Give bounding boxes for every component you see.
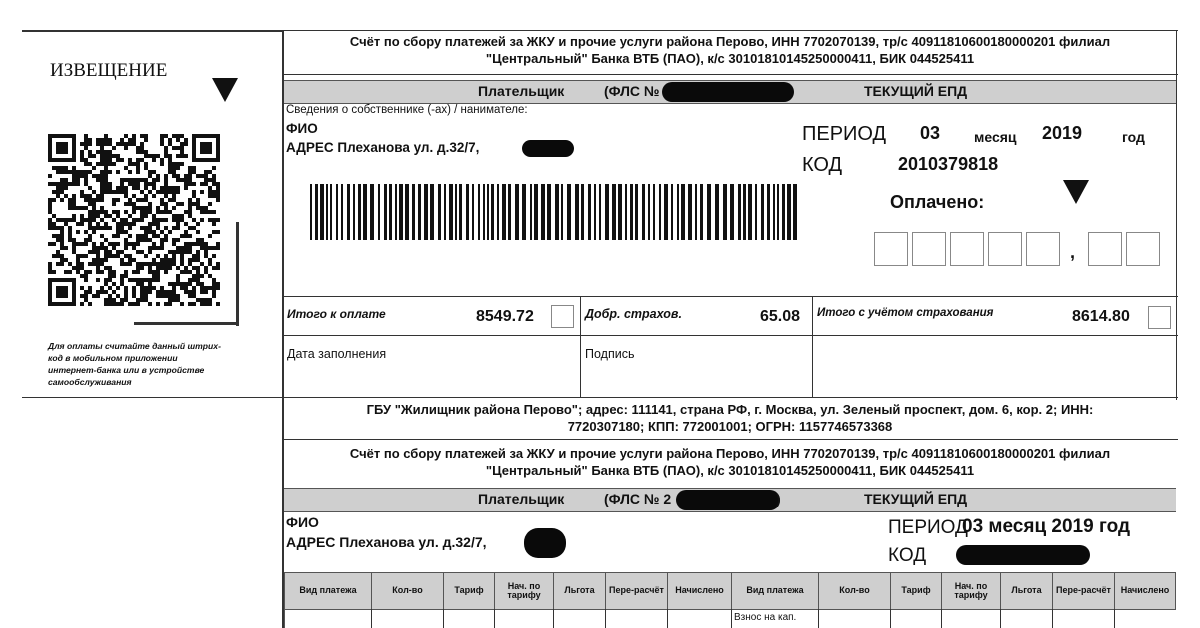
- qr-caption-line: интернет-банка или в устройстве: [48, 365, 205, 375]
- receipt-payer-label: Плательщик: [478, 491, 565, 507]
- paid-digit-box[interactable]: [912, 232, 946, 266]
- table-row-col-line: [667, 609, 668, 628]
- paid-digit-box[interactable]: [950, 232, 984, 266]
- code-value: 2010379818: [898, 154, 999, 174]
- qr-caption-line: самообслуживания: [48, 377, 132, 387]
- top-border-right: [282, 30, 1178, 31]
- paid-kopeck-box[interactable]: [1088, 232, 1122, 266]
- receipt-code-label: КОД: [888, 545, 927, 566]
- receipt-bank-line1: Счёт по сбору платежей за ЖКУ и прочие услуги района Перово, ИНН 7702070139, тр/с 40911810600180000201 филиал: [349, 446, 1111, 461]
- total-ins-value: 8614.80: [1072, 308, 1130, 325]
- receipt-fls-label: (ФЛС № 2: [604, 491, 672, 507]
- receipt-address: АДРЕС Плеханова ул. д.32/7,: [286, 534, 487, 550]
- triangle-marker-icon: [212, 78, 238, 102]
- receipt-bank-line2: "Центральный" Банка ВТБ (ПАО), к/с 30101810145250000411, БИК 044525411: [485, 463, 975, 478]
- qr-code: [48, 134, 220, 306]
- epd-label: ТЕКУЩИЙ ЕПД: [864, 83, 968, 99]
- table-header-cell: Льгота: [1000, 572, 1053, 610]
- table-row-col-line: [818, 609, 819, 628]
- table-header-cell: Начислено: [667, 572, 732, 610]
- table-row-col-line: [443, 609, 444, 628]
- paid-digit-box[interactable]: [874, 232, 908, 266]
- totals-mid-line: [282, 335, 1178, 336]
- total-value: 8549.72: [476, 308, 534, 325]
- qr-caption-line: код в мобильном приложении: [48, 353, 178, 363]
- redacted-address: [524, 528, 566, 558]
- period-year-value: 2019: [1042, 123, 1083, 143]
- table-row-col-line: [1114, 609, 1115, 628]
- vertical-divider: [282, 30, 284, 628]
- qr-finder-pattern: [50, 136, 74, 160]
- insurance-value: 65.08: [760, 308, 801, 325]
- paid-kopeck-box[interactable]: [1126, 232, 1160, 266]
- receipt-period-label: ПЕРИОД: [888, 517, 968, 538]
- right-border: [1176, 30, 1177, 400]
- table-header-cell: Пере-расчёт: [1052, 572, 1115, 610]
- period-month-value: 03: [920, 123, 941, 143]
- table-row-col-line: [1052, 609, 1053, 628]
- table-row-col-line: [1000, 609, 1001, 628]
- fio-label: ФИО: [286, 121, 318, 136]
- redacted-account: [662, 82, 794, 102]
- redacted-account: [676, 490, 780, 510]
- period-month-label: месяц: [974, 129, 1017, 145]
- qr-finder-pattern: [194, 136, 218, 160]
- qr-code-pattern: [48, 134, 220, 306]
- section-separator: [22, 397, 1178, 398]
- table-cell: Взнос на кап.: [734, 612, 797, 623]
- redacted-code: [956, 545, 1090, 565]
- receipt-fio-label: ФИО: [286, 514, 319, 530]
- totals-col-line: [812, 296, 813, 397]
- org-line2: 7720307180; КПП: 772001001; ОГРН: 1157746573368: [567, 419, 893, 434]
- org-line1: ГБУ "Жилищник района Перово"; адрес: 111141, страна РФ, г. Москва, ул. Зеленый проспект, дом. 6, кор. 2; ИНН:: [366, 402, 1094, 417]
- totals-top-line: [282, 296, 1178, 297]
- qr-caption-line: Для оплаты считайте данный штрих-: [48, 341, 221, 351]
- org-bottom-line: [282, 439, 1178, 440]
- table-row-col-line: [371, 609, 372, 628]
- table-row-col-line: [731, 609, 732, 628]
- owner-address: АДРЕС Плеханова ул. д.32/7,: [286, 140, 480, 155]
- table-row-col-line: [941, 609, 942, 628]
- table-row-col-line: [494, 609, 495, 628]
- payer-label: Плательщик: [478, 83, 565, 99]
- qr-frame-horizontal: [134, 322, 239, 325]
- total-checkbox[interactable]: [551, 305, 574, 328]
- code-label: КОД: [802, 154, 843, 176]
- paid-label: Оплачено:: [890, 192, 985, 212]
- period-label: ПЕРИОД: [802, 123, 887, 145]
- table-header-cell: Вид платежа: [284, 572, 372, 610]
- total-label: Итого к оплате: [287, 307, 386, 321]
- table-header-cell: Тариф: [890, 572, 942, 610]
- qr-finder-pattern: [50, 280, 74, 304]
- receipt-bank-header: [284, 445, 1176, 479]
- insurance-label: Добр. страхов.: [585, 307, 682, 321]
- header-line: [282, 74, 1178, 75]
- table-header-cell: Нач. по тарифу: [494, 572, 554, 610]
- owner-caption: Сведения о собственнике (-ах) / нанимателе:: [286, 104, 528, 116]
- signature-label: Подпись: [585, 347, 635, 361]
- table-header-cell: Начислено: [1114, 572, 1176, 610]
- table-row-col-line: [553, 609, 554, 628]
- qr-frame-vertical: [236, 222, 239, 326]
- bank-header: [284, 33, 1176, 67]
- bank-header-line1: Счёт по сбору платежей за ЖКУ и прочие услуги района Перово, ИНН 7702070139, тр/с 40911810600180000201 филиал: [349, 34, 1111, 49]
- receipt-period-value: 03 месяц 2019 год: [962, 516, 1131, 537]
- table-header-cell: Нач. по тарифу: [941, 572, 1001, 610]
- period-year-label: год: [1122, 129, 1145, 145]
- paid-digit-box[interactable]: [1026, 232, 1060, 266]
- table-header-cell: Пере-расчёт: [605, 572, 668, 610]
- notice-title: ИЗВЕЩЕНИЕ: [50, 60, 168, 81]
- receipt-fls-close: ): [776, 491, 781, 507]
- org-info: [284, 401, 1176, 435]
- table-row-col-line: [605, 609, 606, 628]
- paid-comma: ,: [1070, 242, 1076, 262]
- triangle-marker-icon: [1063, 180, 1089, 204]
- qr-caption: [48, 340, 258, 388]
- fls-label: (ФЛС №: [604, 83, 660, 99]
- table-header-cell: Тариф: [443, 572, 495, 610]
- table-header-cell: Кол-во: [371, 572, 444, 610]
- totals-col-line: [580, 296, 581, 397]
- receipt-epd-label: ТЕКУЩИЙ ЕПД: [864, 491, 968, 507]
- top-border-left: [22, 30, 282, 32]
- table-row-col-line: [890, 609, 891, 628]
- table-header-cell: Вид платежа: [731, 572, 819, 610]
- table-header-cell: Кол-во: [818, 572, 891, 610]
- barcode: [310, 184, 802, 240]
- table-header-cell: Льгота: [553, 572, 606, 610]
- bank-header-line2: "Центральный" Банка ВТБ (ПАО), к/с 30101810145250000411, БИК 044525411: [485, 51, 975, 66]
- paid-digit-box[interactable]: [988, 232, 1022, 266]
- total-ins-checkbox[interactable]: [1148, 306, 1171, 329]
- date-label: Дата заполнения: [287, 347, 387, 361]
- redacted-address: [522, 140, 574, 157]
- total-ins-label: Итого с учётом страхования: [817, 307, 994, 319]
